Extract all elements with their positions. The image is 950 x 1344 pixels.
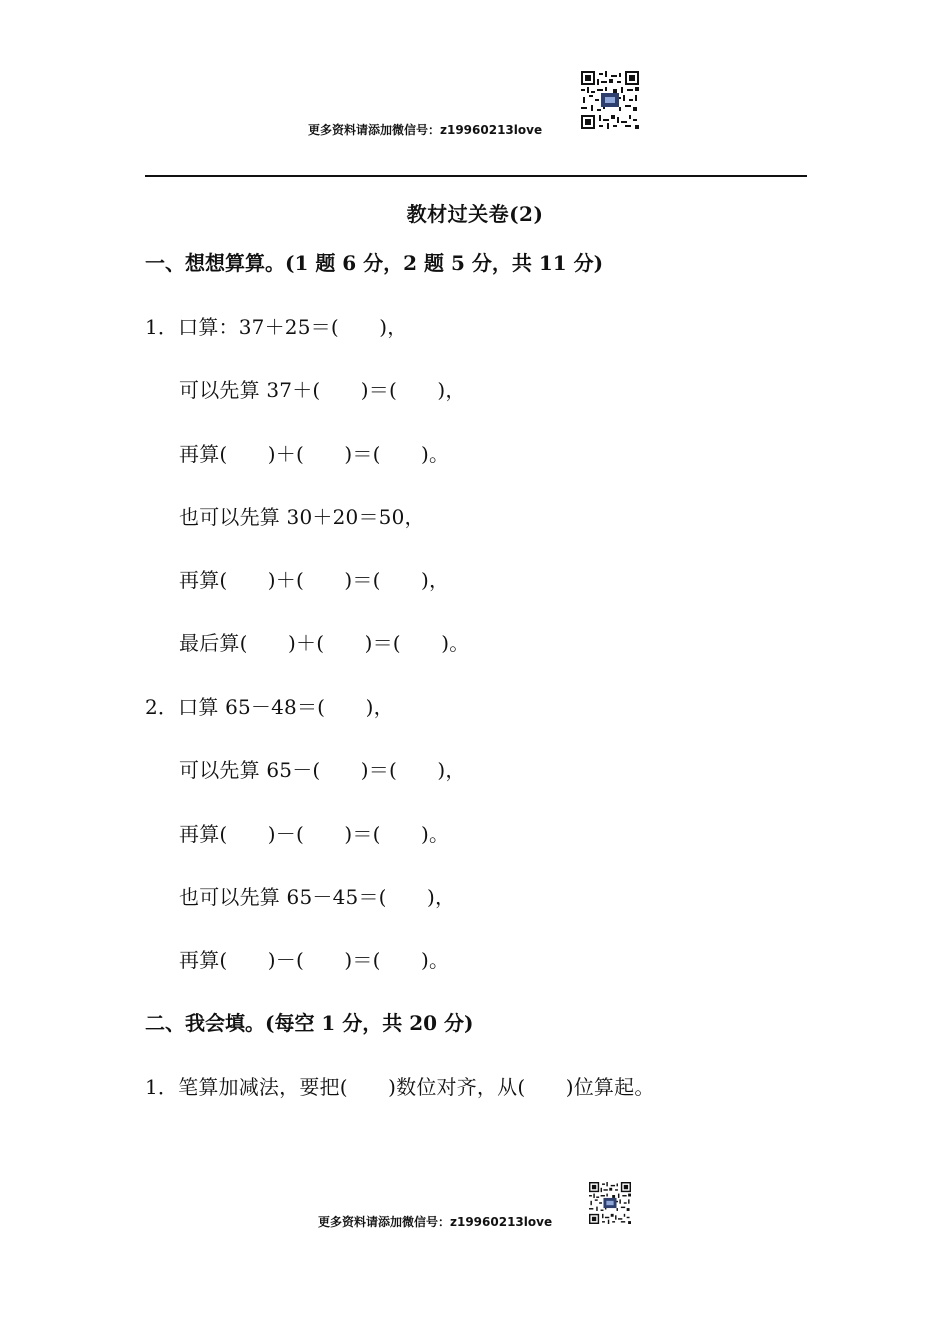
header-divider (145, 175, 807, 177)
page-title: 教材过关卷(2) (406, 202, 544, 226)
question-line: 再算( )－( )＝( )。 (179, 822, 450, 846)
header-contact-text: 更多资料请添加微信号：z19960213love (308, 123, 543, 137)
qr-code-icon (589, 1182, 631, 1224)
question-line: 最后算( )＋( )＝( )。 (179, 631, 470, 655)
question-line: 1．笔算加减法，要把( )数位对齐，从( )位算起。 (145, 1075, 655, 1099)
question-line: 再算( )＋( )＝( )。 (179, 442, 450, 466)
question-line: 也可以先算 30＋20＝50， (179, 505, 425, 529)
question-line: 2．口算 65－48＝( )， (145, 695, 394, 719)
question-line: 也可以先算 65－45＝( )， (179, 885, 456, 909)
footer-contact-text: 更多资料请添加微信号：z19960213love (318, 1215, 553, 1229)
question-line: 可以先算 37＋( )＝( )， (179, 378, 466, 402)
question-line: 可以先算 65－( )＝( )， (179, 758, 466, 782)
qr-code-icon (581, 71, 639, 129)
question-line: 再算( )－( )＝( )。 (179, 948, 450, 972)
question-line: 再算( )＋( )＝( )， (179, 568, 450, 592)
question-line: 1．口算：37＋25＝( )， (145, 315, 408, 339)
section-heading-2: 二、我会填。(每空 1 分，共 20 分) (145, 1011, 474, 1035)
section-heading-1: 一、想想算算。(1 题 6 分，2 题 5 分，共 11 分) (145, 251, 604, 275)
